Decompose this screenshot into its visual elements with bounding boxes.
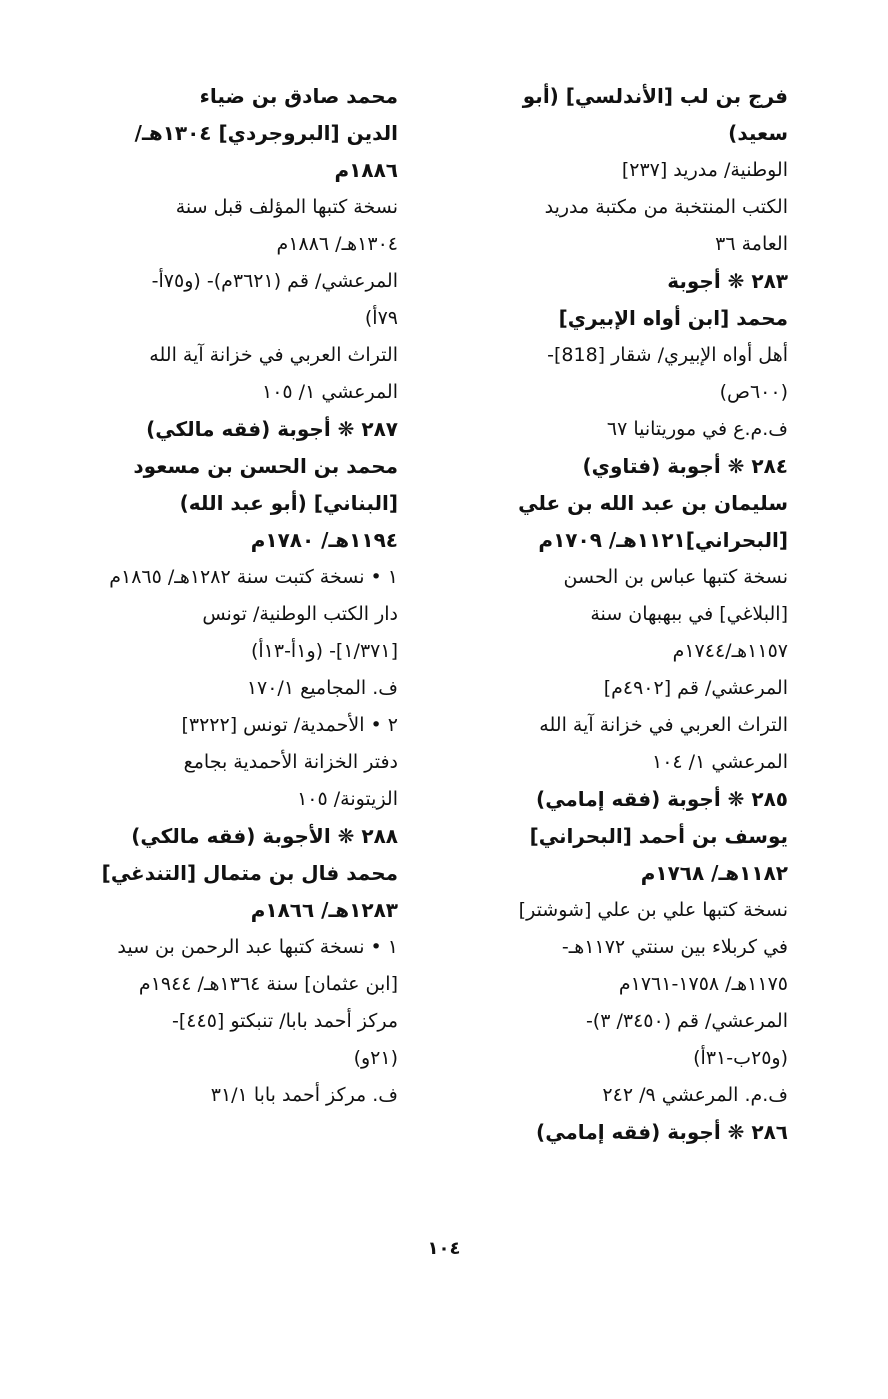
right-column-line: ف.م. المرعشي ٩/ ٢٤٢ (602, 1084, 788, 1106)
right-column-line: (و٢٥ب-٣١أ) (693, 1047, 788, 1069)
left-column-line: محمد صادق بن ضياء (199, 84, 398, 108)
page-number: ١٠٤ (427, 1238, 461, 1259)
left-column-line: مركز أحمد بابا/ تنبكتو [٤٤٥]- (172, 1010, 398, 1032)
right-column-line: ف.م.ع في موريتانيا ٦٧ (606, 418, 788, 440)
left-column-line: ١ • نسخة كتبت سنة ١٢٨٢هـ/ ١٨٦٥م (109, 566, 398, 588)
left-column-line: نسخة كتبها المؤلف قبل سنة (175, 196, 398, 218)
right-column-line: المرعشي/ قم [٤٩٠٢م] (603, 677, 788, 699)
right-column-line: فرج بن لب [الأندلسي] (أبو (522, 84, 788, 108)
left-column-line: ١٣٠٤هـ/ ١٨٨٦م (276, 233, 398, 255)
left-column-line: التراث العربي في خزانة آية الله (149, 344, 398, 366)
left-column-line: ١٢٨٣هـ/ ١٨٦٦م (250, 898, 398, 922)
left-column-line: دفتر الخزانة الأحمدية بجامع (183, 751, 398, 773)
left-column-line: ٧٩أ) (364, 307, 398, 329)
left-column-line: ١٨٨٦م (334, 158, 398, 182)
right-column-line: المرعشي/ قم (٣٤٥٠/ ٣)- (585, 1010, 788, 1032)
left-column-line: [البناني] (أبو عبد الله) (179, 491, 398, 515)
left-column-line: دار الكتب الوطنية/ تونس (202, 603, 398, 625)
left-column-line: المرعشي/ قم (٣٦٢١م)- (و٧٥أ- (151, 270, 398, 292)
right-column-line: التراث العربي في خزانة آية الله (539, 714, 788, 736)
left-column-line: ٢٨٨ ❋ الأجوبة (فقه مالكي) (131, 824, 398, 848)
left-column-line: ف. المجاميع ١٧٠/١ (246, 677, 398, 699)
right-column-line: ١١٧٥هـ/ ١٧٥٨-١٧٦١م (618, 973, 788, 995)
left-column-line: محمد بن الحسن بن مسعود (133, 454, 398, 478)
right-column-line: [البحراني]١١٢١هـ/ ١٧٠٩م (538, 528, 788, 552)
left-column-line: (٢١و) (353, 1047, 398, 1069)
right-column-line: نسخة كتبها علي بن علي [شوشتر] (518, 899, 788, 921)
right-column-line: [البلاغي] في ببهبهان سنة (590, 603, 788, 625)
left-column-line: الدين [البروجردي] ١٣٠٤هـ/ (134, 121, 398, 145)
left-column (68, 78, 398, 1114)
right-column-line: الكتب المنتخبة من مكتبة مدريد (544, 196, 788, 218)
right-column-line: (٦٠٠ص) (719, 381, 788, 403)
right-column-line: سليمان بن عبد الله بن علي (518, 491, 788, 515)
left-column-line: ٢ • الأحمدية/ تونس [٣٢٢٢] (181, 714, 398, 736)
left-column-line: المرعشي ١/ ١٠٥ (262, 381, 398, 403)
right-column (458, 78, 788, 1151)
right-column-line: سعيد) (728, 121, 788, 145)
right-column-line: في كربلاء بين سنتي ١١٧٢هـ- (561, 936, 788, 958)
left-column-line: ف. مركز أحمد بابا ٣١/١ (210, 1084, 398, 1106)
right-column-line: يوسف بن أحمد [البحراني] (529, 824, 788, 848)
right-column-line: المرعشي ١/ ١٠٤ (652, 751, 788, 773)
right-column-line: ٢٨٦ ❋ أجوبة (فقه إمامي) (536, 1120, 788, 1144)
left-column-line: ١١٩٤هـ/ ١٧٨٠م (250, 528, 398, 552)
left-column-line: ١ • نسخة كتبها عبد الرحمن بن سيد (117, 936, 398, 958)
left-column-line: [١/٣٧١]- (و١أ-١٣أ) (250, 640, 398, 662)
right-column-line: أهل أواه الإبيري/ شقار [818]- (547, 344, 788, 366)
right-column-line: ١١٨٢هـ/ ١٧٦٨م (640, 861, 788, 885)
right-column-line: ١١٥٧هـ/١٧٤٤م (672, 640, 788, 662)
right-column-line: الوطنية/ مدريد [٢٣٧] (621, 159, 788, 181)
left-column-line: محمد فال بن متمال [التندغي] (101, 861, 398, 885)
right-column-line: محمد [ابن أواه الإبيري] (558, 306, 788, 330)
right-column-line: ٢٨٥ ❋ أجوبة (فقه إمامي) (536, 787, 788, 811)
left-column-line: الزيتونة/ ١٠٥ (297, 788, 398, 810)
right-column-line: ٢٨٣ ❋ أجوبة (667, 269, 788, 293)
right-column-line: العامة ٣٦ (715, 233, 788, 255)
left-column-line: [ابن عثمان] سنة ١٣٦٤هـ/ ١٩٤٤م (138, 973, 398, 995)
left-column-line: ٢٨٧ ❋ أجوبة (فقه مالكي) (146, 417, 398, 441)
right-column-line: نسخة كتبها عباس بن الحسن (563, 566, 788, 588)
right-column-line: ٢٨٤ ❋ أجوبة (فتاوي) (582, 454, 788, 478)
